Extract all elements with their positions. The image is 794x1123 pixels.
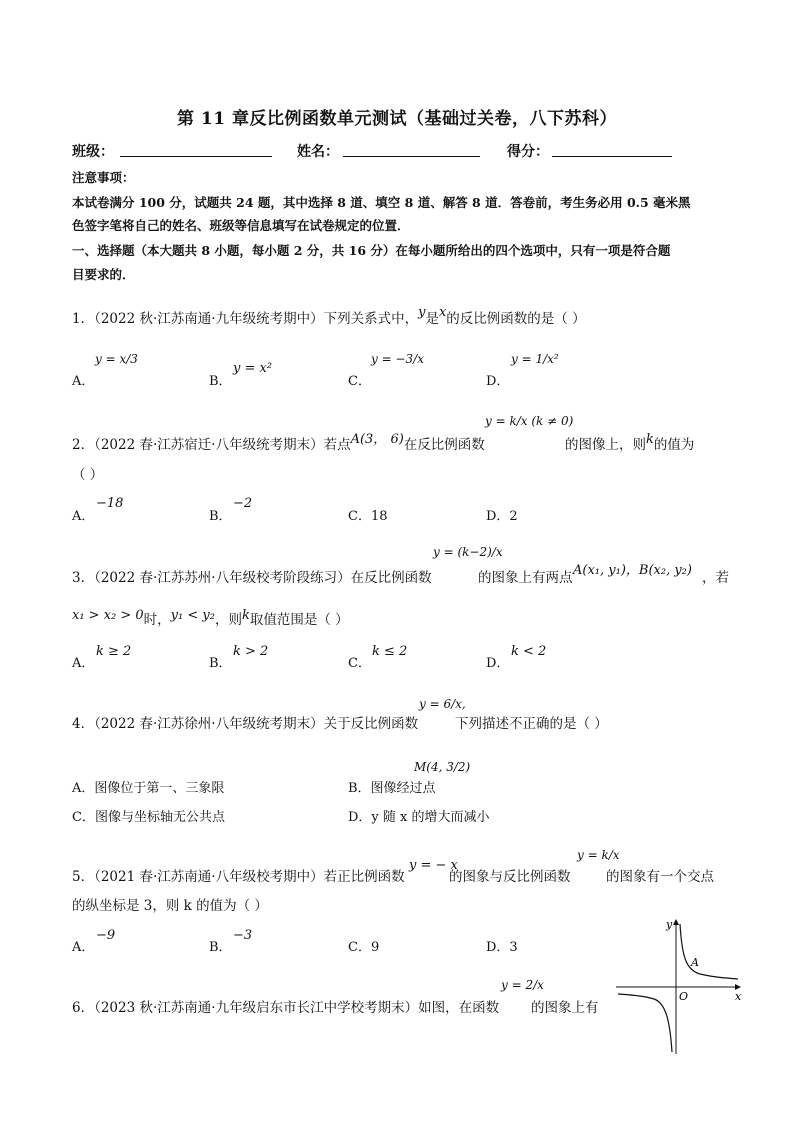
- q3-stem-b: 的图象上有两点: [478, 570, 573, 586]
- q3-stem-text-e: ，则: [214, 612, 242, 628]
- q5-option-d[interactable]: D．3: [486, 940, 518, 955]
- notes-line-2: 色签字笔将自己的姓名、班级等信息填写在试卷规定的位置．: [72, 218, 410, 233]
- q1-option-b-label[interactable]: B．: [209, 374, 232, 389]
- q3-condition-2: y₁ < y₂: [170, 608, 215, 623]
- q2-stem-text-b: 在反比例函数: [403, 437, 485, 453]
- q3-option-a-value: k ≥ 2: [96, 644, 132, 659]
- q3-option-d-value: k < 2: [511, 644, 547, 659]
- q1-option-d-math: y = 1/x²: [511, 352, 559, 366]
- q6-function: y = 2/x: [501, 978, 544, 992]
- q3-option-b-label[interactable]: B．: [209, 656, 232, 671]
- q2-answer-paren: （ ）: [72, 467, 104, 483]
- q3-k: k: [241, 608, 250, 623]
- notes-heading: 注意事项：: [72, 170, 135, 185]
- q5-option-c[interactable]: C．9: [348, 940, 380, 955]
- q5-stem-line2: 的纵坐标是 3，则 k 的值为（ ）: [72, 898, 268, 914]
- q2-stem-text-d: 的值为: [653, 437, 695, 453]
- hyperbola-graph: [612, 912, 752, 1062]
- q2-function: y = k/x (k ≠ 0): [485, 414, 574, 428]
- class-label: 班级：: [72, 144, 114, 160]
- q5-function-2: y = k/x: [577, 848, 620, 862]
- q1-stem-text-c: 的反比例函数的是（ ）: [446, 311, 586, 327]
- q1-x: x: [438, 305, 447, 320]
- q1-stem-text-b: 是: [425, 311, 439, 327]
- q1-option-c-math: y = −3/x: [371, 352, 424, 366]
- hyperbola-branch-1: [680, 924, 738, 979]
- q1-option-b-math: y = x²: [233, 361, 273, 376]
- q2-option-a-value: −18: [96, 496, 124, 511]
- q4-option-b[interactable]: B．图像经过点: [348, 781, 436, 796]
- q3-condition-1: x₁ > x₂ > 0: [72, 608, 144, 623]
- q2-option-d[interactable]: D．2: [486, 509, 518, 524]
- q3-stem-text-d: 时，: [143, 612, 171, 628]
- q1-option-d-label[interactable]: D．: [486, 374, 510, 389]
- q5-stem-b: 的图象与反比例函数: [449, 869, 571, 885]
- q2-point: A(3， 6): [350, 432, 404, 447]
- q3-stem-a: 3．（2022 春·江苏苏州·八年级校考阶段练习）在反比例函数: [72, 570, 432, 586]
- q2-option-a-label[interactable]: A．: [72, 509, 95, 524]
- q3-function: y = (k−2)/x: [433, 545, 503, 559]
- q6-stem-a: 6．（2023 秋·江苏南通·九年级启东市长江中学校考期末）如图，在函数: [72, 1000, 500, 1016]
- q1-option-a-label[interactable]: A．: [72, 374, 95, 389]
- q1-option-a-math: y = x/3: [95, 352, 138, 366]
- q5-function-1: y = − x: [409, 858, 458, 873]
- q5-stem-a: 5．（2021 春·江苏南通·八年级校考期中）若正比例函数: [72, 869, 405, 885]
- q2-stem-text-a: 2．（2022 春·江苏宿迁·八年级统考期末）若点: [72, 437, 351, 453]
- q3-stem-text-f: 取值范围是（ ）: [249, 612, 349, 628]
- name-field[interactable]: [343, 156, 480, 157]
- q4-function: y = 6/x,: [419, 697, 466, 711]
- notes-line-1: 本试卷满分 100 分，试题共 24 题，其中选择 8 道、填空 8 道、解答 8 道．答卷前，考生务必用 0.5 毫米黑: [72, 195, 691, 210]
- q3-option-d-label[interactable]: D．: [486, 656, 510, 671]
- hyperbola-branch-2: [618, 994, 672, 1052]
- q3-option-a-label[interactable]: A．: [72, 656, 95, 671]
- section-heading-line-2: 目要求的．: [72, 267, 135, 282]
- q2-k: k: [646, 432, 654, 447]
- q2-stem-tail: [565, 433, 694, 453]
- name-label: 姓名：: [297, 144, 339, 160]
- q5-stem-c: 的图象有一个交点: [606, 869, 714, 885]
- q2-option-b-value: −2: [233, 496, 253, 511]
- graph-x-label: x: [735, 990, 742, 1003]
- graph-y-label: y: [666, 918, 673, 931]
- q4-option-c[interactable]: C．图像与坐标轴无公共点: [72, 810, 225, 825]
- q3-stem-line2: [72, 608, 349, 628]
- q1-option-c-label[interactable]: C．: [348, 374, 371, 389]
- page-title: 第 11 章反比例函数单元测试（基础过关卷，八下苏科）: [177, 109, 617, 129]
- q4-option-b-point: M(4, 3/2): [414, 760, 471, 774]
- q1-y: y: [418, 305, 426, 320]
- q1-stem-text-a: 1．（2022 秋·江苏南通·九年级统考期中）下列关系式中，: [72, 311, 419, 327]
- score-field[interactable]: [552, 156, 672, 157]
- q2-stem: [72, 433, 485, 453]
- class-field[interactable]: [120, 156, 272, 157]
- section-heading-line-1: 一、选择题（本大题共 8 小题，每小题 2 分，共 16 分）在每小题所给出的四个选项中，只有一项是符合题: [72, 243, 671, 258]
- q5-option-b-label[interactable]: B．: [209, 940, 232, 955]
- q2-stem-text-c: 的图像上，则: [565, 437, 646, 453]
- q2-option-b-label[interactable]: B．: [209, 509, 232, 524]
- q4-option-a[interactable]: A．图像位于第一、三象限: [72, 781, 225, 796]
- q3-stem-c: ，若: [702, 570, 729, 586]
- q1-stem: [72, 307, 586, 327]
- q4-stem-a: 4．（2022 春·江苏徐州·八年级统考期末）关于反比例函数: [72, 716, 419, 732]
- q5-option-a-value: −9: [96, 928, 116, 943]
- q4-stem-b: 下列描述不正确的是（ ）: [455, 716, 608, 732]
- q4-option-d[interactable]: D．y 随 x 的增大而减小: [348, 810, 490, 825]
- q2-option-c[interactable]: C．18: [348, 509, 388, 524]
- q3-option-b-value: k > 2: [233, 644, 269, 659]
- graph-point-label: A: [691, 956, 699, 969]
- q3-option-c-label[interactable]: C．: [348, 656, 371, 671]
- score-label: 得分：: [507, 144, 549, 160]
- q3-points: A(x₁, y₁)，B(x₂, y₂): [573, 563, 692, 578]
- q5-option-a-label[interactable]: A．: [72, 940, 95, 955]
- graph-origin-label: O: [679, 990, 689, 1003]
- q6-stem-b: 的图象上有: [531, 1000, 599, 1016]
- q5-option-b-value: −3: [233, 928, 253, 943]
- q3-option-c-value: k ≤ 2: [372, 644, 408, 659]
